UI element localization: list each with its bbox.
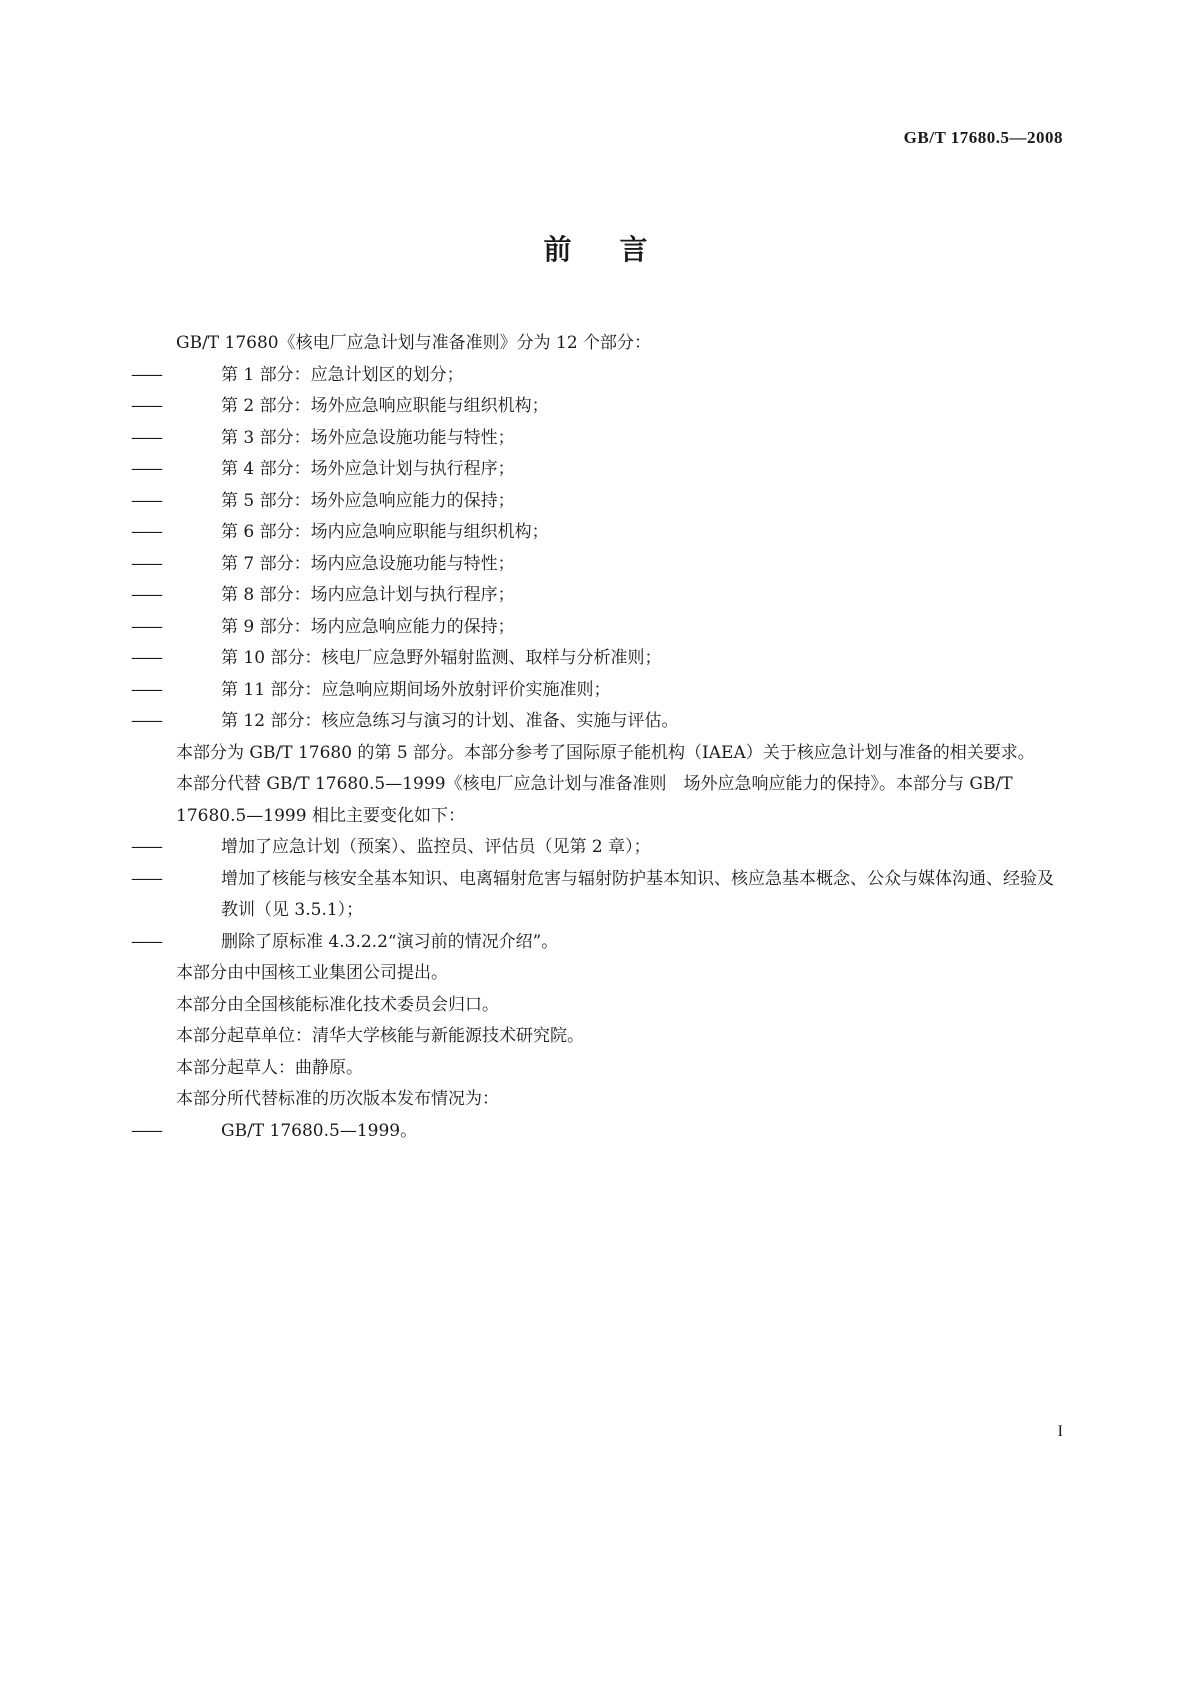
part-item-text: 第 4 部分：场外应急计划与执行程序； bbox=[221, 459, 515, 479]
change-item bbox=[131, 927, 1068, 959]
part-item bbox=[131, 612, 1068, 644]
part-item-text: 第 11 部分：应急响应期间场外放射评价实施准则； bbox=[221, 679, 611, 700]
change-item bbox=[131, 864, 1068, 927]
part-item bbox=[131, 391, 1068, 423]
dash: —— bbox=[131, 616, 161, 637]
part-item bbox=[131, 517, 1068, 549]
part-item-text: 第 3 部分：场外应急设施功能与特性； bbox=[221, 427, 515, 448]
dash: —— bbox=[131, 364, 161, 385]
dash: —— bbox=[131, 585, 161, 605]
part-item-text: 第 5 部分：场外应急响应能力的保持； bbox=[221, 490, 515, 511]
foreword-body bbox=[131, 328, 1068, 1147]
page-number: I bbox=[1057, 1423, 1063, 1440]
change-item bbox=[131, 832, 1068, 864]
part-item-text: 第 12 部分：核应急练习与演习的计划、准备、实施与评估。 bbox=[221, 711, 679, 731]
part5-paragraph: 本部分为 GB/T 17680 的第 5 部分。本部分参考了国际原子能机构（IAEA）关于核应急计划与准备的相关要求。 bbox=[176, 742, 1035, 763]
dash: —— bbox=[131, 522, 161, 542]
dash: —— bbox=[131, 648, 161, 668]
part-item-text: 第 7 部分：场内应急设施功能与特性； bbox=[221, 553, 515, 574]
part-item bbox=[131, 486, 1068, 518]
part-item-text: 第 2 部分：场外应急响应职能与组织机构； bbox=[221, 396, 549, 416]
dash: —— bbox=[131, 427, 161, 448]
part-item-text: 第 8 部分：场内应急计划与执行程序； bbox=[221, 585, 515, 605]
part-item bbox=[131, 580, 1068, 612]
part-item-text: 第 1 部分：应急计划区的划分； bbox=[221, 364, 464, 385]
drafting-unit-paragraph: 本部分起草单位：清华大学核能与新能源技术研究院。 bbox=[176, 1026, 584, 1046]
dash: —— bbox=[131, 868, 161, 889]
part-item bbox=[131, 643, 1068, 675]
dash: —— bbox=[131, 459, 161, 479]
page-title: 前言 bbox=[543, 233, 696, 266]
standard-number: GB/T 17680.5—2008 bbox=[903, 128, 1063, 147]
part-item-text: 第 9 部分：场内应急响应能力的保持； bbox=[221, 616, 515, 637]
history-item bbox=[131, 1116, 1068, 1148]
dash: —— bbox=[131, 679, 161, 700]
history-item-text: GB/T 17680.5—1999。 bbox=[221, 1120, 418, 1141]
part-item bbox=[131, 706, 1068, 738]
intro-paragraph: GB/T 17680《核电厂应急计划与准备准则》分为 12 个部分： bbox=[176, 333, 652, 353]
part-item bbox=[131, 360, 1068, 392]
replace-paragraph: 本部分代替 GB/T 17680.5—1999《核电厂应急计划与准备准则 场外应急响应能力的保持》。本部分与 GB/T 17680.5—1999 相比主要变化如下： bbox=[176, 774, 1013, 826]
dash: —— bbox=[131, 553, 161, 574]
history-paragraph: 本部分所代替标准的历次版本发布情况为： bbox=[176, 1089, 499, 1109]
dash: —— bbox=[131, 711, 161, 731]
dash: —— bbox=[131, 396, 161, 416]
proposed-paragraph: 本部分由中国核工业集团公司提出。 bbox=[176, 963, 448, 983]
dash: —— bbox=[131, 1120, 161, 1141]
part-item-text: 第 6 部分：场内应急响应职能与组织机构； bbox=[221, 522, 549, 542]
part-item bbox=[131, 454, 1068, 486]
part-item bbox=[131, 423, 1068, 455]
dash: —— bbox=[131, 490, 161, 511]
part-item-text: 第 10 部分：核电厂应急野外辐射监测、取样与分析准则； bbox=[221, 648, 662, 668]
change-item-text: 删除了原标准 4.3.2.2“演习前的情况介绍”。 bbox=[221, 931, 559, 952]
change-item-text: 增加了应急计划（预案）、监控员、评估员（见第 2 章）； bbox=[221, 837, 651, 857]
drafter-paragraph: 本部分起草人：曲静原。 bbox=[176, 1057, 363, 1078]
part-item bbox=[131, 675, 1068, 707]
change-item-text: 增加了核能与核安全基本知识、电离辐射危害与辐射防护基本知识、核应急基本概念、公众与媒体沟通、经验及教训（见 3.5.1）； bbox=[221, 868, 1054, 920]
dash: —— bbox=[131, 837, 161, 857]
part-item bbox=[131, 549, 1068, 581]
dash: —— bbox=[131, 931, 161, 952]
centralized-paragraph: 本部分由全国核能标准化技术委员会归口。 bbox=[176, 994, 499, 1015]
